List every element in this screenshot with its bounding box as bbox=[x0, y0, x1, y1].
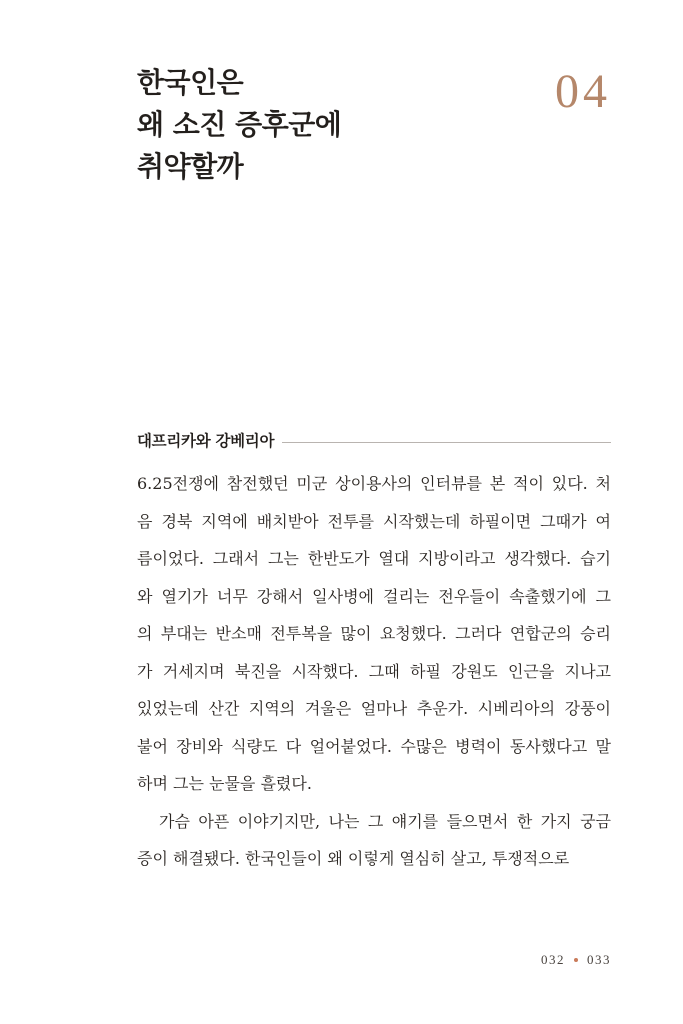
body-line: 가슴 아픈 이야기지만, 나는 그 얘기를 들으면서 한 가지 궁금 bbox=[159, 811, 611, 831]
chapter-number: 04 bbox=[555, 65, 611, 118]
dot-separator-icon bbox=[574, 958, 578, 962]
body-line: 음 경북 지역에 배치받아 전투를 시작했는데 하필이면 그때가 여 bbox=[137, 511, 611, 531]
chapter-title-line-2: 왜 소진 증후군에 bbox=[137, 108, 342, 141]
body-line: 하며 그는 눈물을 흘렸다. bbox=[137, 774, 312, 793]
body-line: 있었는데 산간 지역의 겨울은 얼마나 추운가. 시베리아의 강풍이 bbox=[137, 699, 611, 718]
left-page-number: 032 bbox=[541, 952, 565, 967]
body-line: 증이 해결됐다. 한국인들이 왜 이렇게 열심히 살고, 투쟁적으로 bbox=[137, 849, 570, 868]
section-divider bbox=[282, 442, 611, 443]
section-title: 대프리카와 강베리아 bbox=[137, 432, 275, 450]
chapter-title-line-3: 취약할까 bbox=[137, 150, 244, 183]
body-line: 의 부대는 반소매 전투복을 많이 요청했다. 그러다 연합군의 승리 bbox=[137, 624, 611, 643]
page-numbers bbox=[541, 952, 611, 968]
body-line: 6.25전쟁에 참전했던 미군 상이용사의 인터뷰를 본 적이 있다. 처 bbox=[137, 474, 611, 493]
body-line: 와 열기가 너무 강해서 일사병에 걸리는 전우들이 속출했기에 그 bbox=[137, 586, 611, 606]
body-text bbox=[137, 465, 611, 878]
section-heading bbox=[137, 428, 611, 452]
body-line: 름이었다. 그래서 그는 한반도가 열대 지방이라고 생각했다. 습기 bbox=[137, 549, 611, 568]
chapter-title-line-1: 한국인은 bbox=[137, 66, 244, 99]
body-line: 가 거세지며 북진을 시작했다. 그때 하필 강원도 인근을 지나고 bbox=[137, 661, 611, 681]
chapter-title bbox=[137, 62, 497, 188]
body-line: 불어 장비와 식량도 다 얼어붙었다. 수많은 병력이 동사했다고 말 bbox=[137, 736, 611, 756]
right-page-number: 033 bbox=[587, 952, 611, 967]
